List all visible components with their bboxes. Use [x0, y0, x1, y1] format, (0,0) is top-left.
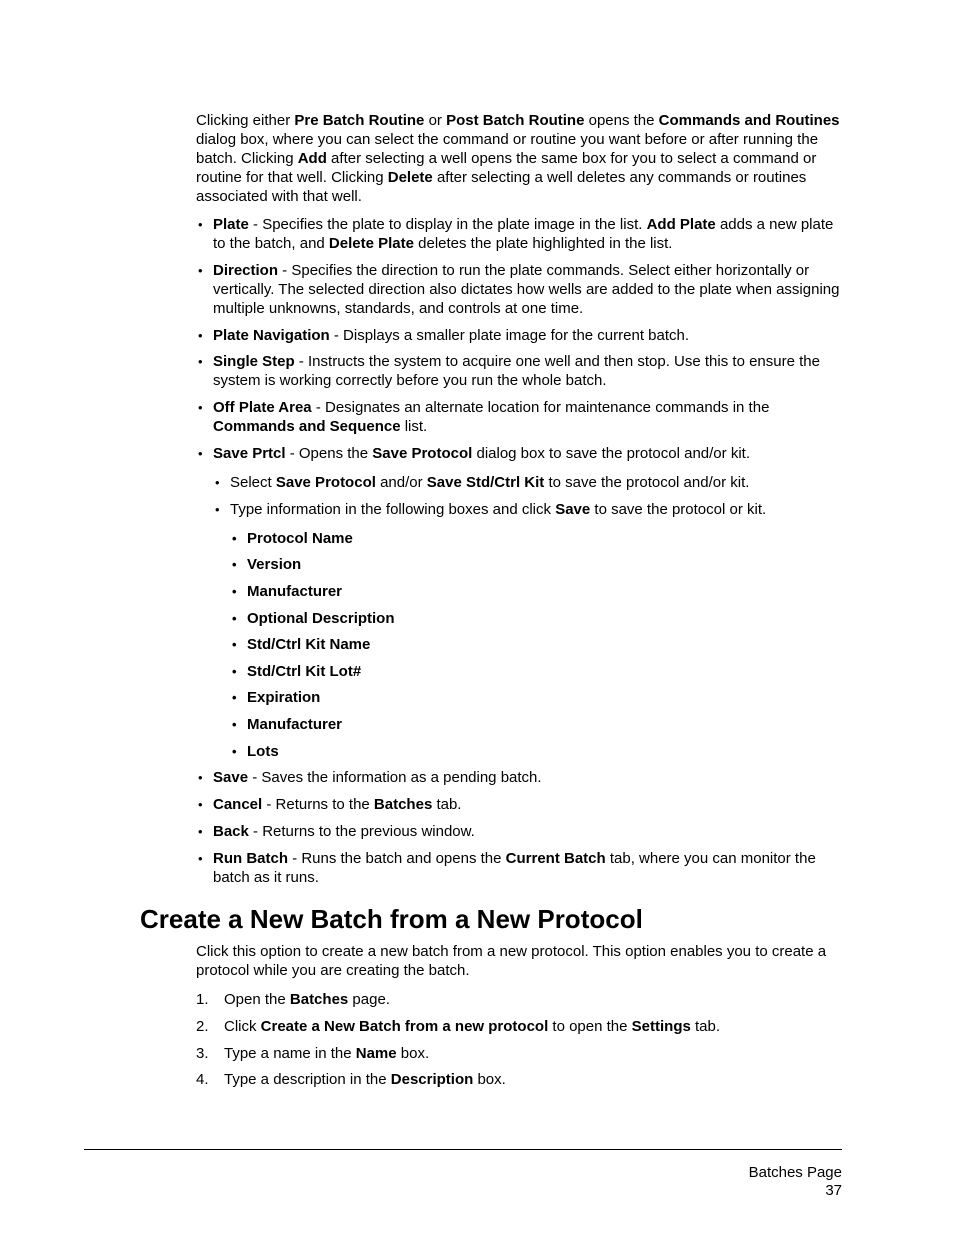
list-item-single-step: • Single Step - Instructs the system to acquire one well and then stop. Use this to ensure the system is working correctly before you run the whole batch. — [196, 352, 844, 390]
section-intro-paragraph: Click this option to create a new batch from a new protocol. This option enables you to create a protocol while you are creating the batch. — [196, 943, 827, 979]
list-item-direction: • Direction - Specifies the direction to run the plate commands. Select either horizontally or vertically. The selected direction also dictates how wells are added to the plate when assigning multiple unknowns, standards, and controls at one time. — [196, 261, 844, 318]
sublist-item-select: • Select Save Protocol and/or Save Std/Ctrl Kit to save the protocol and/or kit. — [213, 473, 844, 492]
list-item-back: • Back - Returns to the previous window. — [196, 822, 844, 841]
field-item: • Protocol Name — [230, 529, 844, 548]
field-item: • Expiration — [230, 688, 844, 707]
list-item-run-batch: • Run Batch - Runs the batch and opens the Current Batch tab, where you can monitor the batch as it runs. — [196, 849, 844, 887]
field-item: • Version — [230, 555, 844, 574]
field-item: • Std/Ctrl Kit Lot# — [230, 662, 844, 681]
page-footer — [749, 1164, 842, 1200]
field-item: • Manufacturer — [230, 582, 844, 601]
list-item-plate: • Plate - Specifies the plate to display in the plate image in the list. Add Plate adds a new plate to the batch, and Delete Plate deletes the plate highlighted in the list. — [196, 215, 844, 253]
footer-page-number: 37 — [825, 1182, 842, 1199]
list-item-cancel: • Cancel - Returns to the Batches tab. — [196, 795, 844, 814]
step-item: 4. Type a description in the Description box. — [196, 1071, 506, 1089]
list-item-plate-navigation: • Plate Navigation - Displays a smaller plate image for the current batch. — [196, 326, 844, 345]
list-item-off-plate-area: • Off Plate Area - Designates an alternate location for maintenance commands in the Commands and Sequence list. — [196, 398, 844, 436]
step-item: 1. Open the Batches page. — [196, 991, 390, 1008]
section-heading: Create a New Batch from a New Protocol — [140, 904, 643, 934]
sublist-item-type-info: • Type information in the following boxes and click Save to save the protocol or kit. • Protocol Name • Version • Manufacturer • Optional Description • Std/Ctrl Kit Name • Std/Ctrl Kit Lot# • Expiration • Manufacturer • Lots — [213, 500, 844, 761]
field-item: • Std/Ctrl Kit Name — [230, 635, 844, 654]
list-item-save: • Save - Saves the information as a pending batch. — [196, 768, 844, 787]
list-item-save-prtcl: • Save Prtcl - Opens the Save Protocol dialog box to save the protocol and/or kit. • Select Save Protocol and/or Save Std/Ctrl Kit to save the protocol and/or kit. • Type information in the following boxes and click Save to save the protocol or kit. • Protocol Name • Version • Manufacturer • Optional Description • Std/Ctrl Kit Name • Std/Ctrl Kit Lot# • Expiration • Manufacturer • Lots — [196, 444, 844, 761]
step-item: 2. Click Create a New Batch from a new protocol to open the Settings tab. — [196, 1017, 721, 1035]
footer-section-name: Batches Page — [748, 1164, 842, 1181]
steps-list — [196, 990, 844, 1097]
step-item: 3. Type a name in the Name box. — [196, 1044, 430, 1062]
options-list — [196, 215, 844, 895]
field-item: • Manufacturer — [230, 715, 844, 734]
fields-sublist — [230, 529, 844, 761]
field-item: • Optional Description — [230, 609, 844, 628]
footer-divider — [84, 1149, 842, 1150]
field-item: • Lots — [230, 742, 844, 761]
save-prtcl-sublist — [213, 473, 844, 761]
intro-paragraph: Clicking either Pre Batch Routine or Post Batch Routine opens the Commands and Routines dialog box, where you can select the command or routine you want before or after running the batch. Clicking Add after selecting a well opens the same box for you to select a command or routine for that well. Clicking Delete after selecting a well deletes any commands or routines associated with that well. — [196, 112, 840, 205]
